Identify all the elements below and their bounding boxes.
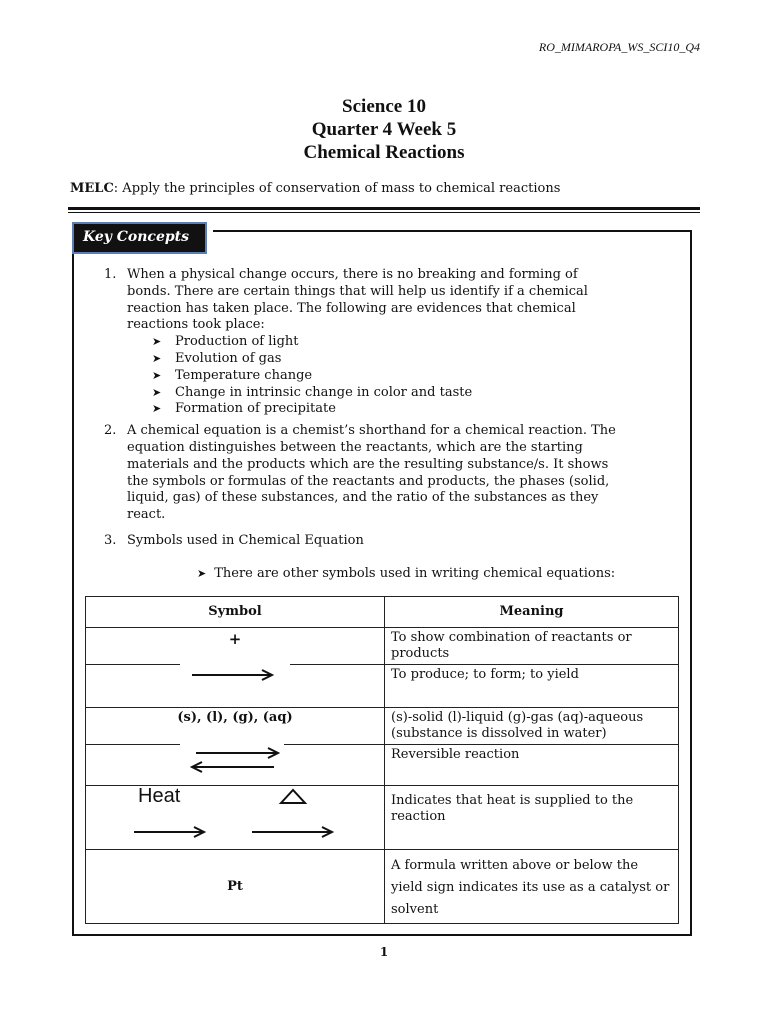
symbols-table [85, 596, 679, 924]
page-number: 1 [379, 945, 389, 959]
arrowhead-bullet-icon: ➤ [152, 385, 162, 399]
list-item [152, 385, 620, 402]
column-header-symbol: Symbol [86, 597, 385, 628]
concept-item-1 [100, 267, 620, 418]
table-row [86, 745, 679, 786]
concept-item-2 [100, 423, 620, 524]
right-arrow-icon [190, 667, 280, 683]
melc-label: MELC [70, 181, 114, 196]
document-code: RO_MIMAROPA_WS_SCI10_Q4 [538, 40, 700, 54]
plus-symbol: + [228, 630, 242, 648]
item-text: A chemical equation is a chemist’s shorthand for a chemical reaction. The equation distinguishes between the reactants, which are the starting materials and the products which are the resulting substance/s. It shows the symbols or formulas of the reactants and products, the phases (solid, liquid, gas) of these substances, and the ratio of the substances as they react. [127, 423, 616, 523]
list-item-text: Evolution of gas [175, 350, 282, 366]
meaning-cell: Reversible reaction [385, 745, 679, 786]
right-arrow-icon [132, 824, 212, 840]
meaning-cell: (s)-solid (l)-liquid (g)-gas (aq)-aqueous (substance is dissolved in water) [385, 708, 679, 745]
symbols-note [197, 566, 615, 581]
arrowhead-bullet-icon: ➤ [152, 335, 162, 349]
table-row [86, 665, 679, 708]
symbol-cell [86, 708, 385, 745]
divider-thick [68, 207, 700, 210]
title-block [0, 95, 768, 164]
right-arrow-icon [250, 824, 340, 840]
table-row [86, 850, 679, 924]
item-number: 3. [104, 532, 117, 548]
arrowhead-bullet-icon: ➤ [197, 567, 207, 580]
delta-icon [278, 786, 308, 806]
list-item [152, 368, 620, 385]
meaning-cell: A formula written above or below the yield sign indicates its use as a catalyst or solvent [385, 850, 679, 924]
symbol-cell [86, 745, 385, 786]
key-concepts-badge: Key Concepts [72, 222, 207, 254]
column-header-meaning: Meaning [385, 597, 679, 628]
list-item [152, 401, 620, 418]
list-item-text: Formation of precipitate [175, 401, 336, 417]
item-number: 2. [104, 423, 117, 439]
melc-text: : Apply the principles of conservation of mass to chemical reactions [113, 181, 561, 196]
evidence-list [127, 334, 620, 418]
table-row [86, 708, 679, 745]
topic-title: Chemical Reactions [303, 142, 465, 163]
key-concepts-content [100, 267, 620, 550]
table-header-row [86, 597, 679, 628]
item-text: When a physical change occurs, there is no breaking and forming of bonds. There are certain things that will help us identify if a chemical reaction has taken place. The following are evidences that chemical reactions took place: [127, 267, 588, 333]
item-number: 1. [104, 267, 117, 282]
table-row [86, 628, 679, 665]
item-text: Symbols used in Chemical Equation [127, 532, 364, 548]
heat-label: Heat [138, 785, 181, 807]
list-item-text: Temperature change [175, 367, 313, 383]
concept-item-3 [100, 533, 620, 550]
symbol-cell [86, 628, 385, 665]
note-text: There are other symbols used in writing chemical equations: [214, 566, 616, 581]
heat-symbols [86, 786, 384, 848]
cell-gap [180, 743, 284, 746]
arrowhead-bullet-icon: ➤ [152, 368, 162, 382]
arrowhead-bullet-icon: ➤ [152, 351, 162, 365]
catalyst-symbol: Pt [227, 878, 243, 894]
double-arrow-icon [190, 747, 280, 773]
list-item-text: Production of light [175, 334, 299, 350]
symbol-cell [86, 665, 385, 708]
phase-symbols: (s), (l), (g), (aq) [177, 710, 293, 725]
meaning-cell: To produce; to form; to yield [385, 665, 679, 708]
meaning-cell: To show combination of reactants or products [385, 628, 679, 665]
list-item [152, 334, 620, 351]
arrowhead-bullet-icon: ➤ [152, 402, 162, 416]
divider-thin [68, 212, 700, 213]
subject-title: Science 10 [342, 96, 426, 117]
cell-gap [180, 663, 290, 666]
symbol-cell [86, 850, 385, 924]
list-item [152, 351, 620, 368]
meaning-cell: Indicates that heat is supplied to the reaction [385, 786, 679, 850]
quarter-week-title: Quarter 4 Week 5 [311, 119, 457, 140]
table-row [86, 786, 679, 850]
melc-statement [70, 181, 560, 196]
list-item-text: Change in intrinsic change in color and taste [175, 384, 473, 400]
symbol-cell [86, 786, 385, 850]
